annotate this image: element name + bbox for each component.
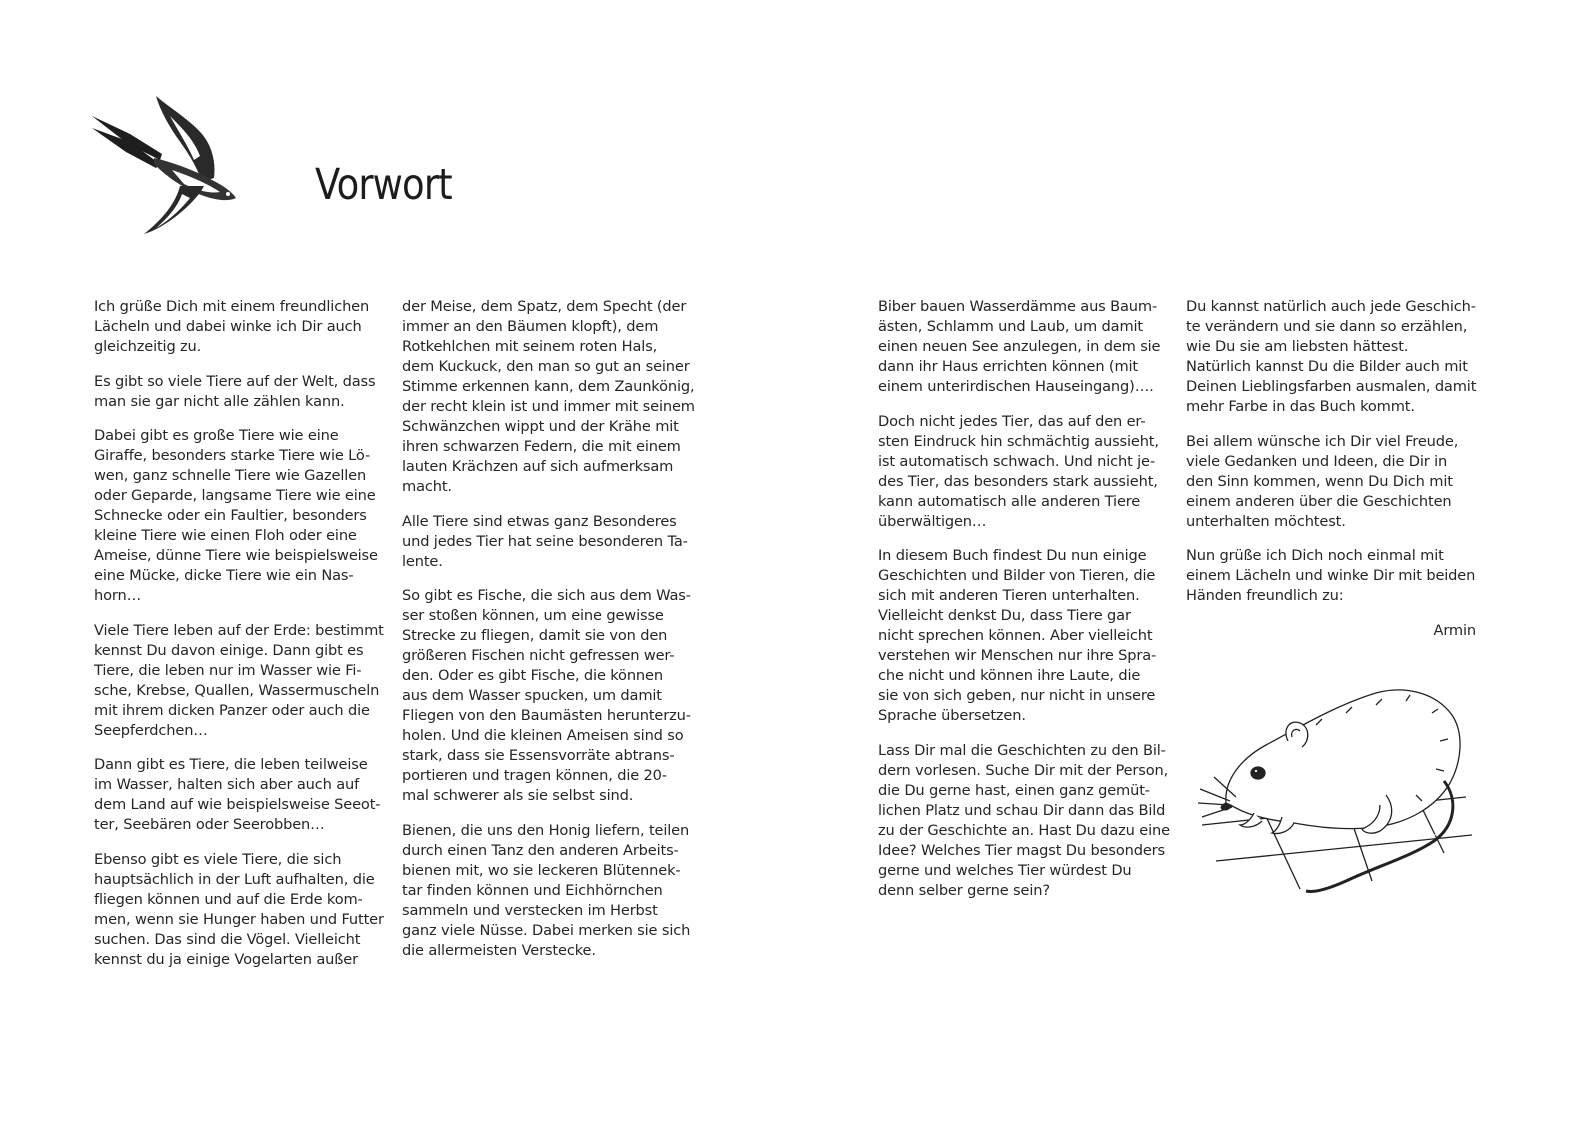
paragraph: Bienen, die uns den Honig liefern, teilen durch einen Tanz den anderen Arbeits- bienen mit, wo sie leckeren Blütennek- tar finden können und Eichhörnchen sammeln und verstecken im Herbst ganz viele Nüsse. Dabei merken sie sich die allermeisten Verstecke. — [402, 821, 691, 959]
paragraph: So gibt es Fische, die sich aus dem Was- ser stoßen können, um eine gewisse Strecke zu fliegen, damit sie von den größeren Fischen nicht gefressen wer- den. Oder es gibt Fische, die können aus dem Wasser spucken, um damit Fliegen von den Baumästen herunterzu- holen. Und die kleinen Ameisen sind so stark, dass sie Essensvorräte abtrans- portieren und tragen können, die 20- mal schwerer als sie selbst sind. — [402, 587, 691, 804]
paragraph: Biber bauen Wasserdämme aus Baum- ästen, Schlamm und Laub, um damit einen neuen See anzulegen, in dem sie dann ihr Haus errichten können (mit einem unterirdischen Hauseingang)…. — [878, 298, 1161, 395]
text-column-2 — [402, 297, 702, 975]
paragraph: Dabei gibt es große Tiere wie eine Giraffe, besonders starke Tiere wie Lö- wen, ganz schnelle Tiere wie Gazellen oder Geparde, langsame Tiere wie eine Schnecke oder ein Faultier, besonders kleine Tiere wie einen Floh oder eine Ameise, dünne Tiere wie beispielsweise eine Mücke, dicke Tiere wie ein Nas- horn… — [94, 427, 378, 604]
swallow-icon — [90, 94, 240, 239]
text-column-1 — [94, 297, 394, 984]
paragraph: Ebenso gibt es viele Tiere, die sich hauptsächlich in der Luft aufhalten, die fliegen können und auf die Erde kom- men, wenn sie Hunger haben und Futter suchen. Das sind die Vögel. Vielleicht kennst du ja einige Vogelarten außer — [94, 850, 384, 968]
paragraph: Ich grüße Dich mit einem freundlichen Lächeln und dabei winke ich Dir auch gleichzeitig zu. — [94, 298, 370, 355]
paragraph: Dann gibt es Tiere, die leben teilweise im Wasser, halten sich aber auch auf dem Land auf wie beispielsweise Seeot- ter, Seebären oder Seerobben… — [94, 756, 381, 833]
paragraph: Viele Tiere leben auf der Erde: bestimmt kennst Du davon einige. Dann gibt es Tiere, die leben nur im Wasser wie Fi- sche, Krebse, Quallen, Wassermuscheln mit ihrem dicken Panzer oder auch die Seepferdchen… — [94, 621, 384, 739]
page-title: Vorwort — [315, 160, 452, 210]
paragraph: Nun grüße ich Dich noch einmal mit einem Lächeln und winke Dir mit beiden Händen freundlich zu: — [1186, 547, 1476, 604]
right-page — [794, 0, 1588, 1123]
paragraph: Lass Dir mal die Geschichten zu den Bil- dern vorlesen. Suche Dir mit der Person, die Du gerne hast, einen ganz gemüt- lichen Platz und schau Dir dann das Bild zu der Geschichte an. Hast Du dazu eine Idee? Welches Tier magst Du besonders gerne und welches Tier würdest Du denn selber gerne sein? — [878, 741, 1170, 899]
paragraph: Alle Tiere sind etwas ganz Besonderes und jedes Tier hat seine besonderen Ta- lente. — [402, 512, 688, 570]
paragraph: Du kannst natürlich auch jede Geschich- te verändern und sie dann so erzählen, wie Du sie am liebsten hättest. Natürlich kannst Du die Bilder auch mit Deinen Lieblingsfarben ausmalen, damit mehr Farbe in das Buch kommt. — [1186, 298, 1477, 415]
text-column-3 — [878, 297, 1178, 915]
paragraph: Es gibt so viele Tiere auf der Welt, dass man sie gar nicht alle zählen kann. — [94, 372, 376, 410]
paragraph: Bei allem wünsche ich Dir viel Freude, viele Gedanken und Ideen, die Dir in den Sinn kommen, wenn Du Dich mit einem anderen über die Geschichten unterhalten möchtest. — [1186, 432, 1459, 530]
mouse-icon — [1196, 685, 1476, 895]
signature: Armin — [1433, 621, 1476, 639]
paragraph: In diesem Buch findest Du nun einige Geschichten und Bilder von Tieren, die sich mit anderen Tieren unterhalten. Vielleicht denkst Du, dass Tiere gar nicht sprechen können. Aber vielleicht verstehen wir Menschen nur ihre Spra- che nicht und können ihre Laute, die sie von sich geben, nur nicht in unsere Sprache übersetzen. — [878, 547, 1157, 724]
paragraph: der Meise, dem Spatz, dem Specht (der immer an den Bäumen klopft), dem Rotkehlchen mit seinem roten Hals, dem Kuckuck, den man so gut an seiner Stimme erkennen kann, dem Zaunkönig, der recht klein ist und immer mit seinem Schwänzchen wippt und der Krähe mit ihren schwarzen Federn, die mit einem lauten Krächzen auf sich aufmerksam macht. — [402, 298, 695, 495]
text-column-4 — [1186, 297, 1486, 655]
paragraph: Doch nicht jedes Tier, das auf den er- sten Eindruck hin schmächtig aussieht, ist automatisch schwach. Und nicht je- des Tier, das besonders stark aussieht, kann automatisch alle anderen Tiere überwältigen… — [878, 412, 1159, 530]
